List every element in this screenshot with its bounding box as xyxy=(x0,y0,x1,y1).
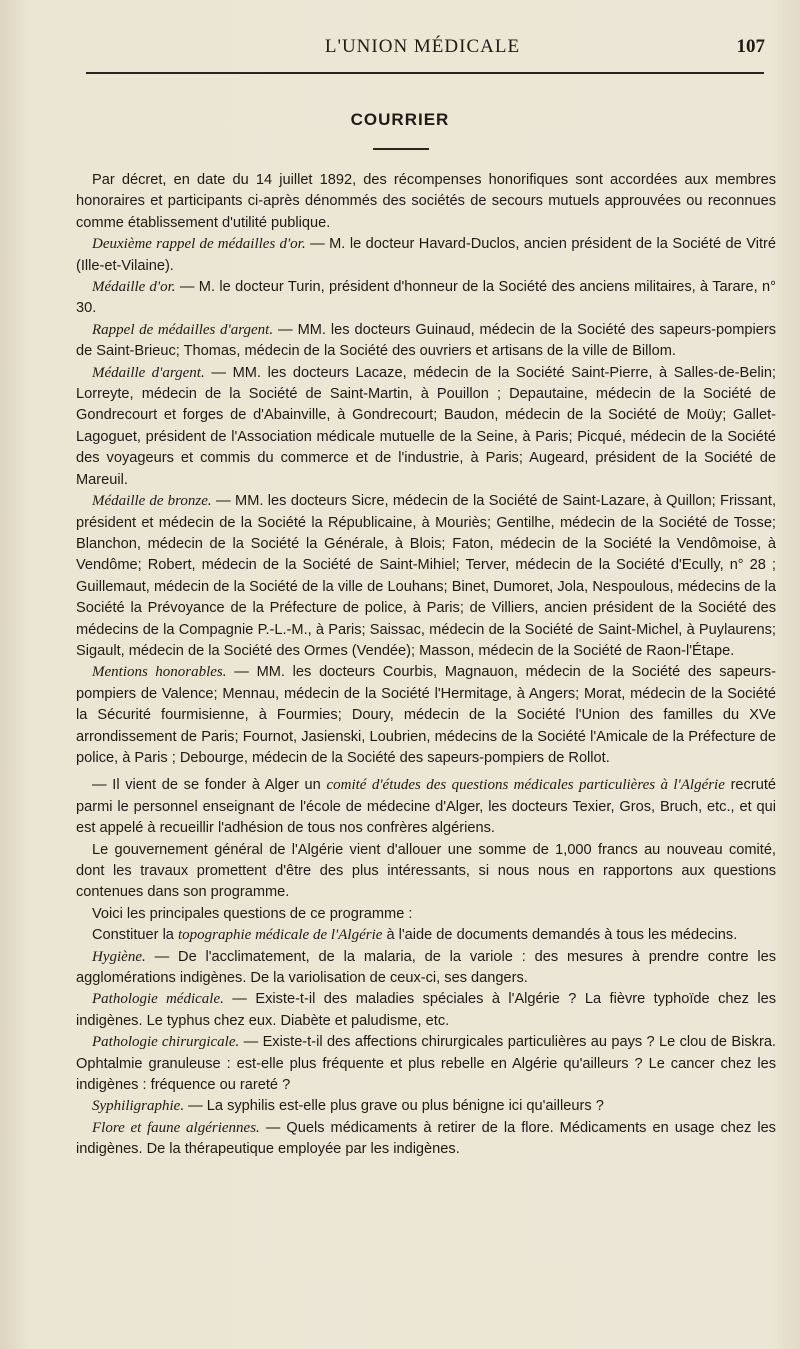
italic-text: Médaille de bronze. xyxy=(92,493,212,510)
paragraph xyxy=(76,491,776,662)
italic-text: Hygiène. xyxy=(92,948,146,965)
text-run: — MM. les docteurs Guinaud, médecin de la Société des sapeurs-pompiers de Saint-Brieuc; Thomas, médecin de la Société des ouvriers et artisans de la ville de Billom. xyxy=(76,321,777,360)
article-body xyxy=(76,170,776,1161)
text-run: — Il vient de se fonder à Alger un xyxy=(92,777,327,794)
paragraph xyxy=(76,277,776,320)
paragraph xyxy=(76,947,776,990)
paragraph xyxy=(76,363,776,491)
paragraph xyxy=(76,320,776,363)
italic-text: Mentions honorables. xyxy=(92,664,227,681)
paragraph xyxy=(76,925,776,946)
paragraph xyxy=(76,170,776,234)
italic-text: topographie médicale de l'Algérie xyxy=(177,927,383,944)
italic-text: Médaille d'argent. xyxy=(92,364,205,381)
paragraph xyxy=(76,1118,776,1161)
paragraph xyxy=(76,989,776,1032)
text-run: — De l'acclimatement, de la malaria, de la variole : des mesures à prendre contre les agglomérations indigènes. De la variolisation de ceux-ci, ses dangers. xyxy=(76,948,776,987)
text-run: — Existe-t-il des affections chirurgicales particulières au pays ? Le clou de Biskra. Ophtalmie granuleuse : est-elle plus fréquente et plus rebelle en Algérie qu'ailleurs ? Le cancer chez les indigènes : fréquence ou rareté ? xyxy=(76,1034,776,1094)
text-run: à l'aide de documents demandés à tous les médecins. xyxy=(382,927,738,944)
italic-text: Pathologie médicale. xyxy=(92,991,224,1008)
section-rule xyxy=(373,148,429,150)
page-header xyxy=(80,34,765,64)
italic-text: Syphiligraphie. xyxy=(92,1098,185,1115)
section-title: COURRIER xyxy=(350,110,450,129)
text-run: Voici les principales questions de ce programme : xyxy=(92,905,413,922)
paragraph xyxy=(76,1032,776,1096)
text-run: — MM. les docteurs Lacaze, médecin de la Société Saint-Pierre, à Salles-de-Belin; Lorreyte, médecin de la Société de Saint-Martin, à Pouillon ; Depautaine, médecin de la Société de Gondrecourt et forges de d'Abainville, à Gondrecourt; Baudon, médecin de la Société de Moüy; Gallet-Lagoguet, président de l'Association médicale mutuelle de la Seine, à Paris; Picqué, médecin de la Société des voyageurs et commis du commerce et de l'industrie, à Paris; Augeard, président de la Société de Mareuil. xyxy=(76,364,776,488)
italic-text: Flore et faune algériennes. xyxy=(92,1119,260,1136)
text-run: Par décret, en date du 14 juillet 1892, des récompenses honorifiques sont accordées aux membres honoraires et participants ci-après dénommés des sociétés de secours mutuels approuvées ou reconnues comme établissement d'utilité publique. xyxy=(76,172,776,231)
italic-text: Deuxième rappel de médailles d'or. xyxy=(92,236,306,253)
paragraph xyxy=(76,1096,776,1117)
text-run: recruté parmi le personnel enseignant de l'école de médecine d'Alger, les docteurs Texier, Gros, Bruch, etc., et qui est appelé à recueillir l'adhésion de tous nos confrères algériens. xyxy=(76,777,776,837)
text-run: — Existe-t-il des maladies spéciales à l'Algérie ? La fièvre typhoïde chez les indigènes. Le typhus chez eux. Diabète et paludisme, etc. xyxy=(76,991,777,1029)
page-number: 107 xyxy=(736,36,765,57)
paragraph xyxy=(76,904,776,925)
text-run: Le gouvernement général de l'Algérie vient d'allouer une somme de 1,000 francs au nouveau comité, dont les travaux promettent d'être des plus intéressants, si nous nous en rapportons aux questions contenues dans son programme. xyxy=(76,841,776,901)
running-title: L'UNION MÉDICALE xyxy=(324,36,521,57)
text-run: — MM. les docteurs Courbis, Magnauon, médecin de la Société des sapeurs-pompiers de Valence; Mennau, médecin de la Société l'Hermitage, à Angers; Morat, médecin de la Société la Sécurité fourmisienne, à Fourmies; Doury, médecin de la Société l'Union des familles du XVe arrondissement de Paris; Fournot, Jasienski, Loubrien, médecins de la Société l'Amicale de la Préfecture de police, à Paris ; Debourge, médecin de la Société des sapeurs-pompiers de Rollot. xyxy=(76,664,777,766)
text-run: — La syphilis est-elle plus grave ou plus bénigne ici qu'ailleurs ? xyxy=(184,1098,604,1115)
italic-text: comité d'études des questions médicales particulières à l'Algérie xyxy=(326,777,725,794)
text-run: — M. le docteur Turin, président d'honneur de la Société des anciens militaires, à Tarare, n° 30. xyxy=(76,279,776,317)
paragraph xyxy=(76,662,776,769)
text-run: — M. le docteur Havard-Duclos, ancien président de la Société de Vitré (Ille-et-Vilaine). xyxy=(76,236,776,274)
italic-text: Pathologie chirurgicale. xyxy=(92,1034,240,1051)
paragraph xyxy=(76,234,776,277)
paragraph xyxy=(76,840,776,904)
text-run: Constituer la xyxy=(92,927,178,944)
text-run: — Quels médicaments à retirer de la flore. Médicaments en usage chez les indigènes. De la thérapeutique employée par les indigènes. xyxy=(76,1119,776,1158)
italic-text: Médaille d'or. xyxy=(92,279,176,296)
header-rule xyxy=(86,72,764,74)
paragraph xyxy=(76,775,776,839)
text-run: — MM. les docteurs Sicre, médecin de la Société de Saint-Lazare, à Quillon; Frissant, président et médecin de la Société la Républicaine, à Mouriès; Gentilhe, médecin de la Société de Tosse; Blanchon, médecin de la Société la Générale, à Blois; Faton, médecin de la Société la Vendômoise, à Vendôme; Robert, médecin de la Société de Saint-Mihiel; Terver, médecin de la Société d'Ecully, n° 28 ; Guillemaut, médecin de la Société de la ville de Louhans; Binet, Dumoret, Jola, Nespoulous, médecins de la Société la Prévoyance de la Préfecture de police, à Paris; de Villiers, ancien président de la Société des médecins de la Compagnie P.-L.-M., à Paris; Saissac, médecin de la Société de Saint-Michel, à Puylaurens; Sigault, médecin de la Société des Ormes (Vendée); Masson, médecin de la Société de Raon-l'Étape. xyxy=(76,493,777,659)
italic-text: Rappel de médailles d'argent. xyxy=(92,321,274,338)
